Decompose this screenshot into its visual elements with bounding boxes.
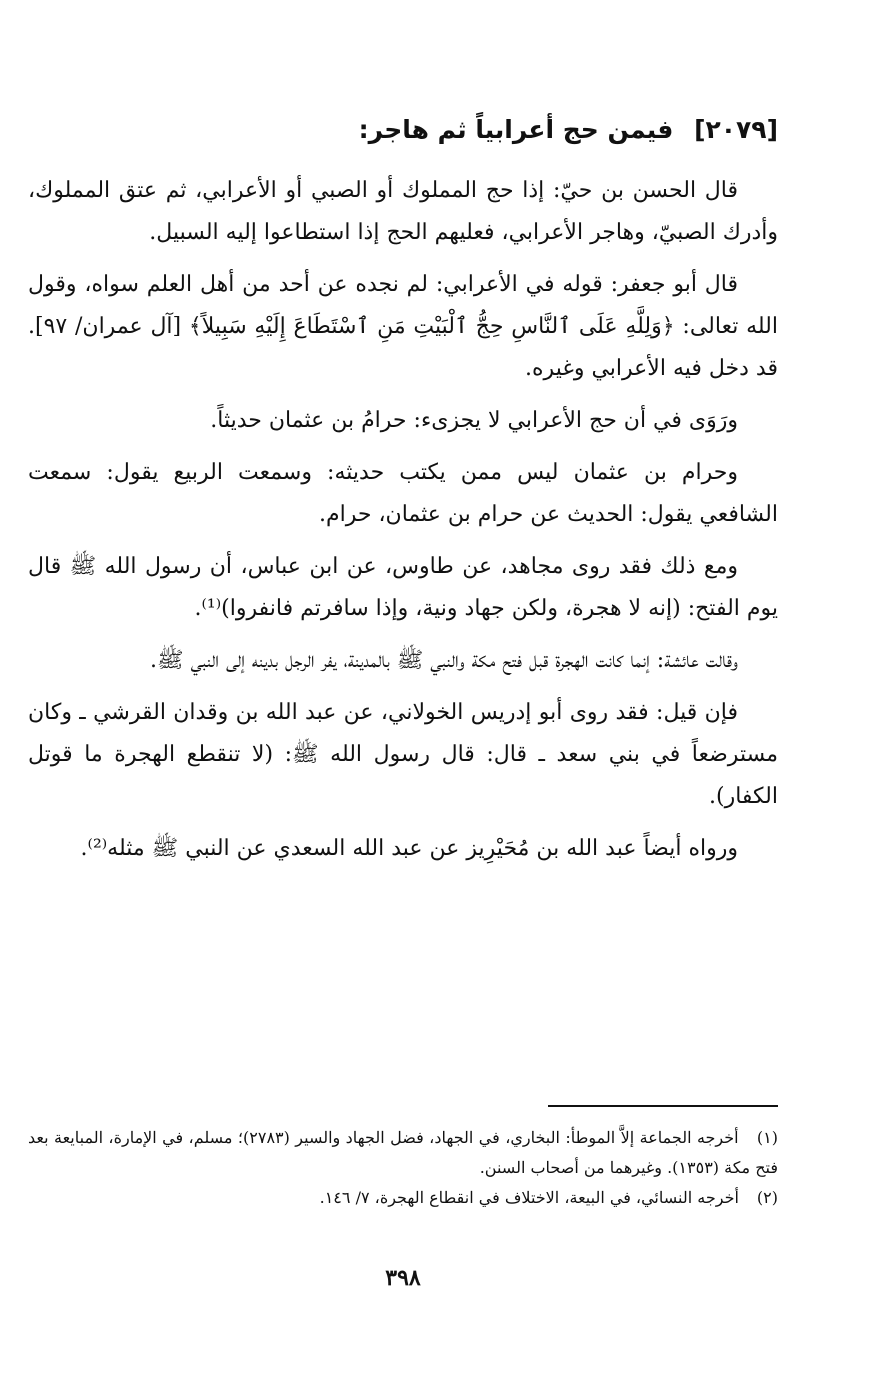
paragraph-7: فإن قيل: فقد روى أبو إدريس الخولاني، عن عبد الله بن وقدان القرشي ـ وكان مسترضعاً في بني سعد ـ قال: قال رسول الله ﷺ: (لا تنقطع الهجرة ما قوتل الكفار).: [28, 700, 778, 809]
footnote-marker: (٢): [756, 1188, 778, 1207]
footnote-separator: [548, 1105, 778, 1107]
footnotes: [28, 1105, 778, 1213]
paragraph-3: ورَوَى في أن حج الأعرابي لا يجزىء: حرامُ بن عثمان حديثاً.: [210, 408, 738, 433]
paragraph-4: وحرام بن عثمان ليس ممن يكتب حديثه: وسمعت الربيع يقول: سمعت الشافعي يقول: الحديث عن حرام بن عثمان، حرام.: [28, 460, 778, 527]
page-number: ٣٩٨: [385, 1265, 421, 1291]
footnote-1: [28, 1123, 778, 1183]
document-page: [28, 100, 778, 1291]
paragraph-5: ومع ذلك فقد روى مجاهد، عن طاوس، عن ابن عباس، أن رسول الله ﷺ قال يوم الفتح: (إنه لا هجرة، ولكن جهاد ونية، وإذا سافرتم فانفروا)⁽¹⁾.: [28, 554, 778, 621]
paragraph-2: قال أبو جعفر: قوله في الأعرابي: لم نجده عن أحد من أهل العلم سواه، وقول الله تعالى: ﴿وَلِلَّهِ عَلَى ٱلنَّاسِ حِجُّ ٱلْبَيْتِ مَنِ ٱسْتَطَاعَ إِلَيْهِ سَبِيلاً﴾ [آل عمران/ ٩٧]. قد دخل فيه الأعرابي وغيره.: [28, 272, 778, 381]
footnote-text: أخرجه النسائي، في البيعة، الاختلاف في انقطاع الهجرة، ٧/ ١٤٦.: [319, 1188, 739, 1207]
paragraph-8: ورواه أيضاً عبد الله بن مُحَيْرِيز عن عبد الله السعدي عن النبي ﷺ مثله⁽²⁾.: [80, 836, 738, 861]
section-number: [٢٠٧٩]: [694, 115, 778, 144]
footnote-2: [28, 1183, 778, 1213]
section-title: فيمن حج أعرابياً ثم هاجر:: [358, 115, 674, 144]
paragraph-6: وقالت عائشة: إنما كانت الهجرة قبل فتح مكة والنبي ﷺ بالمدينة، يفر الرجل بدينه إلى النبي ﷺ.: [150, 648, 738, 673]
footnote-text: أخرجه الجماعة إلاَّ الموطأ: البخاري، في الجهاد، فضل الجهاد والسير (٢٧٨٣)؛ مسلم، في الإمارة، المبايعة بعد فتح مكة (١٣٥٣). وغيرهما من أصحاب السنن.: [28, 1128, 778, 1177]
section-heading: [28, 110, 778, 150]
paragraph-1: قال الحسن بن حيّ: إذا حج المملوك أو الصبي أو الأعرابي، ثم عتق المملوك، وأدرك الصبيّ، وهاجر الأعرابي، فعليهم الحج إذا استطاعوا إليه السبيل.: [28, 178, 778, 245]
footnote-marker: (١): [756, 1128, 778, 1147]
